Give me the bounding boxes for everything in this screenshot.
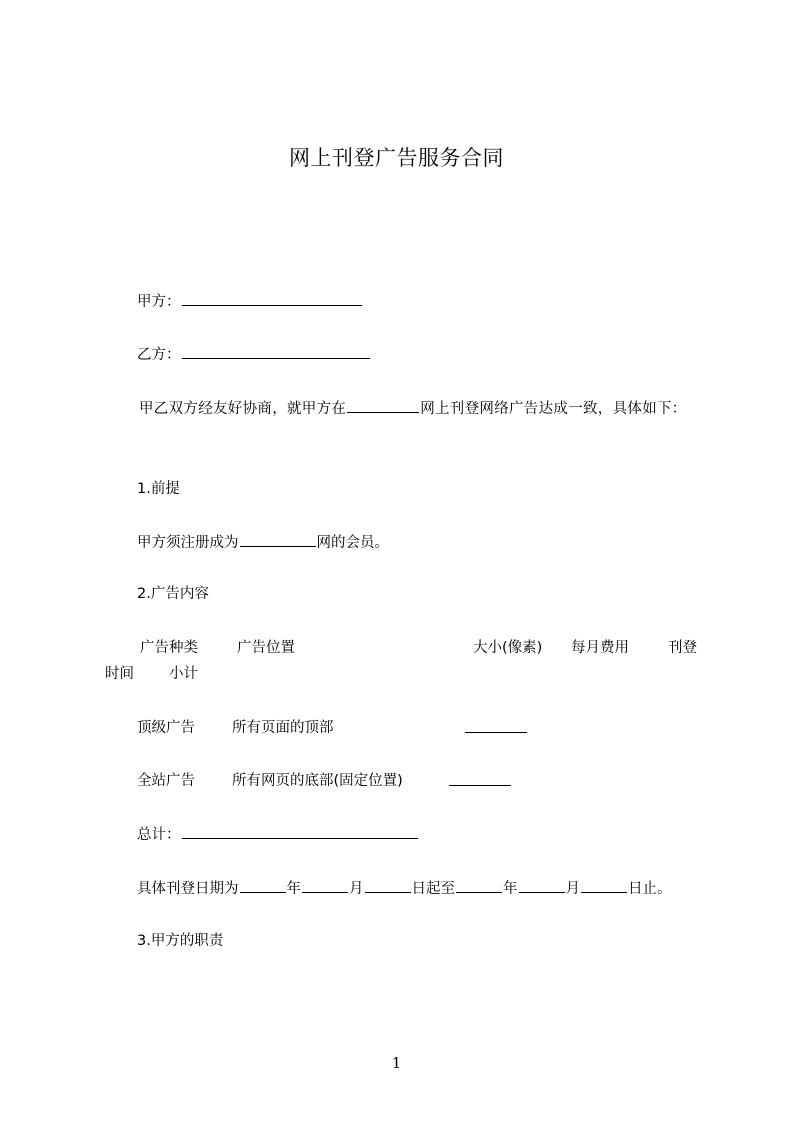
party-b-line: [137, 341, 371, 368]
table-row-1-blank[interactable]: [465, 715, 527, 733]
section-1-heading: 1.前提: [137, 481, 180, 497]
table-header-type: 广告种类: [140, 640, 198, 656]
party-b-blank[interactable]: [182, 341, 370, 359]
total-blank[interactable]: [182, 821, 418, 839]
table-row-1-position: 所有页面的顶部: [232, 720, 334, 736]
dates-prefix: 具体刊登日期为: [137, 881, 239, 897]
section-2-heading: 2.广告内容: [137, 586, 209, 602]
dates-month-1: 月: [349, 881, 364, 897]
section-3-heading: 3.甲方的职责: [137, 933, 224, 949]
table-header-publish: 刊登: [668, 640, 697, 656]
section-1-text-before: 甲方须注册成为: [137, 535, 239, 551]
dates-day-start: 日起至: [411, 881, 455, 897]
party-a-label: 甲方：: [137, 294, 181, 310]
table-row-1-blank-wrap: [464, 715, 528, 742]
intro-site-blank[interactable]: [347, 395, 419, 413]
start-year-blank[interactable]: [240, 875, 286, 893]
end-month-blank[interactable]: [519, 875, 565, 893]
document-title: 网上刊登广告服务合同: [289, 146, 504, 170]
table-row-2-blank-wrap: [448, 768, 512, 795]
total-label: 总计：: [137, 827, 181, 843]
dates-day-end: 日止。: [628, 881, 672, 897]
party-a-blank[interactable]: [182, 288, 362, 306]
table-row-1-type: 顶级广告: [137, 720, 195, 736]
table-header-position: 广告位置: [237, 640, 295, 656]
total-line: [137, 821, 419, 848]
intro-text-2: 网上刊登网络广告达成一致，具体如下：: [420, 401, 687, 417]
table-row-2-position: 所有网页的底部(固定位置): [232, 773, 403, 789]
end-year-blank[interactable]: [456, 875, 502, 893]
member-site-blank[interactable]: [240, 529, 316, 547]
intro-paragraph: [105, 395, 705, 422]
dates-year-1: 年: [286, 881, 301, 897]
start-month-blank[interactable]: [302, 875, 348, 893]
dates-year-2: 年: [503, 881, 518, 897]
table-row-2-type: 全站广告: [137, 773, 195, 789]
table-header-size: 大小(像素): [473, 640, 543, 656]
table-row-2-blank[interactable]: [449, 768, 511, 786]
page-number: 1: [391, 1054, 402, 1072]
party-a-line: [137, 288, 363, 315]
dates-month-2: 月: [565, 881, 580, 897]
section-1-text-after: 网的会员。: [316, 535, 389, 551]
start-day-blank[interactable]: [365, 875, 411, 893]
end-day-blank[interactable]: [581, 875, 627, 893]
table-header-subtotal: 小计: [169, 666, 198, 682]
table-header-fee: 每月费用: [571, 640, 629, 656]
table-header-time: 时间: [105, 666, 134, 682]
party-b-label: 乙方：: [137, 347, 181, 363]
section-1-text: [137, 529, 389, 556]
dates-line: [137, 875, 672, 902]
intro-text-1: 甲乙双方经友好协商，就甲方在: [139, 401, 347, 417]
